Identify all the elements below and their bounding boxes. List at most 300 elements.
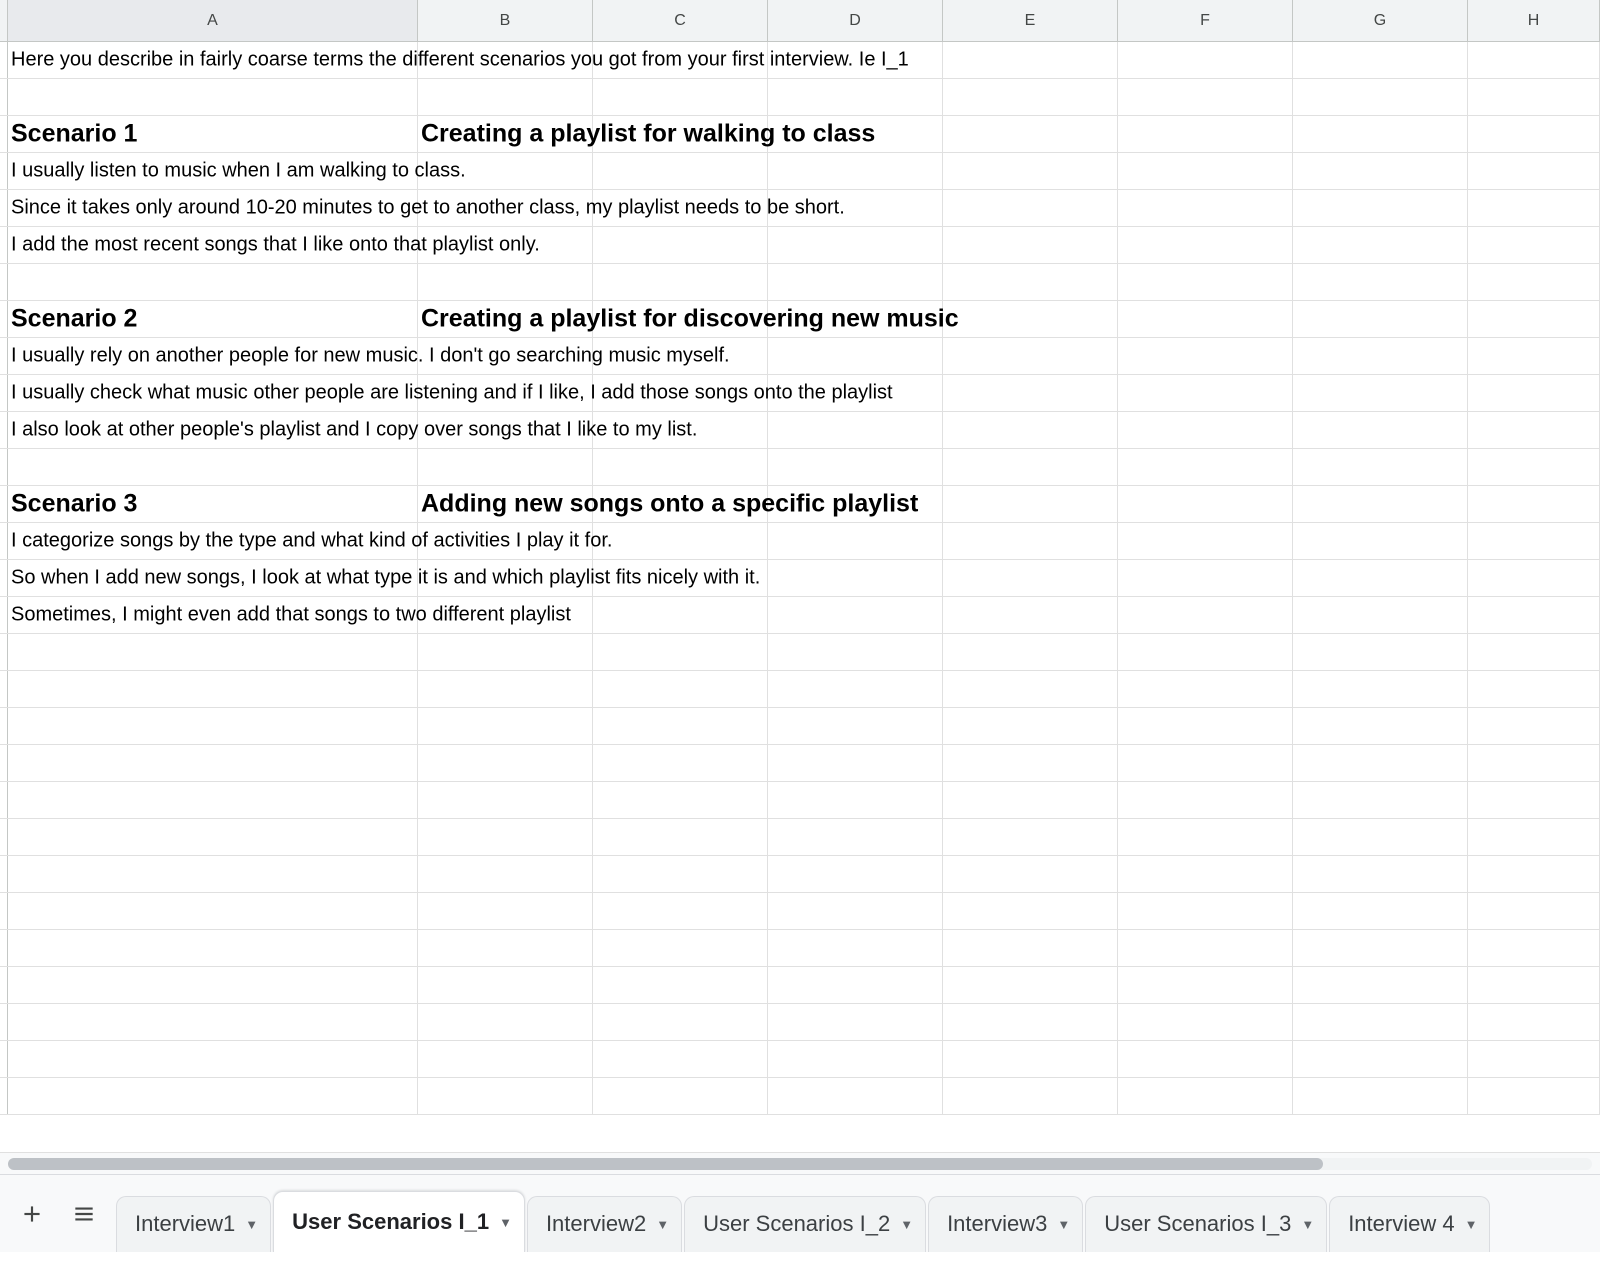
cell-A19[interactable]: [8, 708, 418, 744]
cell-H18[interactable]: [1468, 671, 1600, 707]
cell-H16[interactable]: [1468, 597, 1600, 633]
cell-G21[interactable]: [1293, 782, 1468, 818]
cell-D18[interactable]: [768, 671, 943, 707]
cell-H13[interactable]: [1468, 486, 1600, 522]
column-header-f[interactable]: F: [1118, 0, 1293, 41]
cell-C18[interactable]: [593, 671, 768, 707]
row-header[interactable]: [0, 375, 8, 411]
cell-D27[interactable]: [768, 1004, 943, 1040]
column-header-d[interactable]: D: [768, 0, 943, 41]
row-header[interactable]: [0, 301, 8, 337]
cell-A22[interactable]: [8, 819, 418, 855]
cell-C26[interactable]: [593, 967, 768, 1003]
horizontal-scroll-track[interactable]: [8, 1158, 1592, 1170]
cell-H3[interactable]: [1468, 116, 1600, 152]
chevron-down-icon[interactable]: ▼: [656, 1216, 670, 1232]
cell-B28[interactable]: [418, 1041, 593, 1077]
cell-A18[interactable]: [8, 671, 418, 707]
column-header-b[interactable]: B: [418, 0, 593, 41]
cell-D25[interactable]: [768, 930, 943, 966]
row-header[interactable]: [0, 708, 8, 744]
cell-G9[interactable]: [1293, 338, 1468, 374]
row-header[interactable]: [0, 412, 8, 448]
row-header[interactable]: [0, 893, 8, 929]
cell-B13[interactable]: [418, 486, 919, 522]
cell-C9[interactable]: [593, 338, 768, 374]
cell-E13[interactable]: [943, 486, 1118, 522]
cell-D21[interactable]: [768, 782, 943, 818]
cell-F23[interactable]: [1118, 856, 1293, 892]
cell-D7[interactable]: [768, 264, 943, 300]
cell-E28[interactable]: [943, 1041, 1118, 1077]
cell-B26[interactable]: [418, 967, 593, 1003]
cell-D8[interactable]: [768, 301, 943, 337]
horizontal-scrollbar[interactable]: [0, 1152, 1600, 1174]
cell-E6[interactable]: [943, 227, 1118, 263]
sheet-tab-user-scenarios-i-2[interactable]: [684, 1196, 926, 1252]
cell-E21[interactable]: [943, 782, 1118, 818]
cell-G24[interactable]: [1293, 893, 1468, 929]
cell-H23[interactable]: [1468, 856, 1600, 892]
cell-D29[interactable]: [768, 1078, 943, 1114]
cell-H26[interactable]: [1468, 967, 1600, 1003]
cell-G27[interactable]: [1293, 1004, 1468, 1040]
cell-D12[interactable]: [768, 449, 943, 485]
cell-E27[interactable]: [943, 1004, 1118, 1040]
cell-G12[interactable]: [1293, 449, 1468, 485]
cell-H11[interactable]: [1468, 412, 1600, 448]
cell-B25[interactable]: [418, 930, 593, 966]
column-header-a[interactable]: A: [8, 0, 418, 41]
cell-D5[interactable]: [768, 190, 943, 226]
row-header[interactable]: [0, 1078, 8, 1114]
cell-D3[interactable]: [768, 116, 943, 152]
cell-E9[interactable]: [943, 338, 1118, 374]
cell-B12[interactable]: [418, 449, 593, 485]
cell-C4[interactable]: [593, 153, 768, 189]
cell-B4[interactable]: [418, 153, 593, 189]
cell-F26[interactable]: [1118, 967, 1293, 1003]
cell-F9[interactable]: [1118, 338, 1293, 374]
cell-grid[interactable]: [0, 42, 1600, 1152]
cell-F29[interactable]: [1118, 1078, 1293, 1114]
cell-E17[interactable]: [943, 634, 1118, 670]
cell-G23[interactable]: [1293, 856, 1468, 892]
cell-B9[interactable]: [418, 338, 593, 374]
cell-G25[interactable]: [1293, 930, 1468, 966]
all-sheets-icon[interactable]: [58, 1188, 110, 1240]
cell-E25[interactable]: [943, 930, 1118, 966]
cell-E20[interactable]: [943, 745, 1118, 781]
cell-H10[interactable]: [1468, 375, 1600, 411]
cell-D16[interactable]: [768, 597, 943, 633]
cell-C16[interactable]: [593, 597, 768, 633]
row-header[interactable]: [0, 449, 8, 485]
cell-H21[interactable]: [1468, 782, 1600, 818]
cell-B11[interactable]: [418, 412, 593, 448]
cell-E5[interactable]: [943, 190, 1118, 226]
cell-A10[interactable]: [8, 375, 893, 411]
cell-E15[interactable]: [943, 560, 1118, 596]
cell-A23[interactable]: [8, 856, 418, 892]
cell-E11[interactable]: [943, 412, 1118, 448]
cell-H4[interactable]: [1468, 153, 1600, 189]
row-header[interactable]: [0, 116, 8, 152]
grid-row: [0, 1041, 1600, 1078]
cell-B14[interactable]: [418, 523, 593, 559]
cell-E2[interactable]: [943, 79, 1118, 115]
cell-B24[interactable]: [418, 893, 593, 929]
cell-B29[interactable]: [418, 1078, 593, 1114]
cell-C11[interactable]: [593, 412, 768, 448]
cell-D15[interactable]: [768, 560, 943, 596]
cell-B1[interactable]: [418, 42, 593, 78]
cell-H8[interactable]: [1468, 301, 1600, 337]
cell-H15[interactable]: [1468, 560, 1600, 596]
cell-B20[interactable]: [418, 745, 593, 781]
row-header[interactable]: [0, 856, 8, 892]
cell-A7[interactable]: [8, 264, 418, 300]
row-header[interactable]: [0, 338, 8, 374]
cell-C6[interactable]: [593, 227, 768, 263]
cell-E14[interactable]: [943, 523, 1118, 559]
cell-B10[interactable]: [418, 375, 593, 411]
cell-E29[interactable]: [943, 1078, 1118, 1114]
cell-E26[interactable]: [943, 967, 1118, 1003]
chevron-down-icon[interactable]: ▼: [1057, 1216, 1071, 1232]
cell-D9[interactable]: [768, 338, 943, 374]
cell-D1[interactable]: [768, 42, 943, 78]
cell-C17[interactable]: [593, 634, 768, 670]
cell-F12[interactable]: [1118, 449, 1293, 485]
cell-H6[interactable]: [1468, 227, 1600, 263]
cell-D11[interactable]: [768, 412, 943, 448]
cell-A6[interactable]: [8, 227, 540, 263]
cell-B22[interactable]: [418, 819, 593, 855]
cell-F4[interactable]: [1118, 153, 1293, 189]
cell-A1[interactable]: [8, 42, 909, 78]
row-header[interactable]: [0, 486, 8, 522]
cell-F13[interactable]: [1118, 486, 1293, 522]
cell-D19[interactable]: [768, 708, 943, 744]
grid-row: [0, 782, 1600, 819]
cell-C22[interactable]: [593, 819, 768, 855]
cell-A20[interactable]: [8, 745, 418, 781]
cell-G26[interactable]: [1293, 967, 1468, 1003]
cell-E18[interactable]: [943, 671, 1118, 707]
cell-C27[interactable]: [593, 1004, 768, 1040]
cell-D17[interactable]: [768, 634, 943, 670]
cell-D4[interactable]: [768, 153, 943, 189]
cell-D20[interactable]: [768, 745, 943, 781]
row-header[interactable]: [0, 560, 8, 596]
cell-G4[interactable]: [1293, 153, 1468, 189]
cell-B23[interactable]: [418, 856, 593, 892]
cell-A27[interactable]: [8, 1004, 418, 1040]
column-header-c[interactable]: C: [593, 0, 768, 41]
cell-F21[interactable]: [1118, 782, 1293, 818]
cell-A29[interactable]: [8, 1078, 418, 1114]
row-header[interactable]: [0, 153, 8, 189]
cell-E1[interactable]: [943, 42, 1118, 78]
cell-D22[interactable]: [768, 819, 943, 855]
cell-F28[interactable]: [1118, 1041, 1293, 1077]
cell-E23[interactable]: [943, 856, 1118, 892]
cell-H2[interactable]: [1468, 79, 1600, 115]
cell-G13[interactable]: [1293, 486, 1468, 522]
cell-H1[interactable]: [1468, 42, 1600, 78]
cell-H5[interactable]: [1468, 190, 1600, 226]
horizontal-scroll-thumb[interactable]: [8, 1158, 1323, 1170]
cell-F2[interactable]: [1118, 79, 1293, 115]
cell-G6[interactable]: [1293, 227, 1468, 263]
grid-row: [0, 116, 1600, 153]
cell-G2[interactable]: [1293, 79, 1468, 115]
sheet-tab-interview3[interactable]: [928, 1196, 1083, 1252]
cell-A8[interactable]: [8, 301, 418, 337]
row-header[interactable]: [0, 1041, 8, 1077]
grid-row: [0, 1004, 1600, 1041]
cell-F24[interactable]: [1118, 893, 1293, 929]
cell-D26[interactable]: [768, 967, 943, 1003]
row-header[interactable]: [0, 819, 8, 855]
grid-row: [0, 1078, 1600, 1115]
sheet-tab-interview1[interactable]: [116, 1196, 271, 1252]
cell-F20[interactable]: [1118, 745, 1293, 781]
cell-G5[interactable]: [1293, 190, 1468, 226]
cell-H20[interactable]: [1468, 745, 1600, 781]
cell-G20[interactable]: [1293, 745, 1468, 781]
cell-H19[interactable]: [1468, 708, 1600, 744]
cell-C10[interactable]: [593, 375, 768, 411]
sheet-tab-interview-4[interactable]: [1329, 1196, 1490, 1252]
cell-D10[interactable]: [768, 375, 943, 411]
cell-H29[interactable]: [1468, 1078, 1600, 1114]
cell-F17[interactable]: [1118, 634, 1293, 670]
cell-D23[interactable]: [768, 856, 943, 892]
row-header[interactable]: [0, 523, 8, 559]
grid-row: [0, 597, 1600, 634]
cell-B3[interactable]: [418, 116, 876, 152]
cell-A28[interactable]: [8, 1041, 418, 1077]
cell-D6[interactable]: [768, 227, 943, 263]
cell-C5[interactable]: [593, 190, 768, 226]
cell-G3[interactable]: [1293, 116, 1468, 152]
cell-C7[interactable]: [593, 264, 768, 300]
cell-G8[interactable]: [1293, 301, 1468, 337]
cell-C23[interactable]: [593, 856, 768, 892]
chevron-down-icon[interactable]: ▼: [245, 1216, 259, 1232]
add-sheet-button[interactable]: [6, 1188, 58, 1240]
cell-A16[interactable]: [8, 597, 571, 633]
cell-C25[interactable]: [593, 930, 768, 966]
cell-F18[interactable]: [1118, 671, 1293, 707]
sheet-tabs[interactable]: [116, 1175, 1492, 1252]
cell-B27[interactable]: [418, 1004, 593, 1040]
cell-H24[interactable]: [1468, 893, 1600, 929]
cell-G18[interactable]: [1293, 671, 1468, 707]
cell-H14[interactable]: [1468, 523, 1600, 559]
row-header[interactable]: [0, 42, 8, 78]
cell-H25[interactable]: [1468, 930, 1600, 966]
sheet-tab-user-scenarios-i-1[interactable]: [273, 1191, 525, 1253]
cell-C28[interactable]: [593, 1041, 768, 1077]
cell-F15[interactable]: [1118, 560, 1293, 596]
column-header-h[interactable]: H: [1468, 0, 1600, 41]
cell-E24[interactable]: [943, 893, 1118, 929]
row-header[interactable]: [0, 967, 8, 1003]
sheet-tab-user-scenarios-i-3[interactable]: [1085, 1196, 1327, 1252]
cell-A2[interactable]: [8, 79, 418, 115]
cell-H9[interactable]: [1468, 338, 1600, 374]
row-header[interactable]: [0, 227, 8, 263]
chevron-down-icon[interactable]: ▼: [1464, 1216, 1478, 1232]
row-header[interactable]: [0, 79, 8, 115]
cell-B21[interactable]: [418, 782, 593, 818]
cell-H12[interactable]: [1468, 449, 1600, 485]
cell-A26[interactable]: [8, 967, 418, 1003]
chevron-down-icon[interactable]: ▼: [1301, 1216, 1315, 1232]
cell-C29[interactable]: [593, 1078, 768, 1114]
cell-G11[interactable]: [1293, 412, 1468, 448]
cell-A25[interactable]: [8, 930, 418, 966]
cell-F16[interactable]: [1118, 597, 1293, 633]
sheet-tab-label: Interview1: [135, 1211, 236, 1236]
cell-F14[interactable]: [1118, 523, 1293, 559]
cell-F27[interactable]: [1118, 1004, 1293, 1040]
sheet-tab-interview2[interactable]: [527, 1196, 682, 1252]
cell-E10[interactable]: [943, 375, 1118, 411]
cell-B17[interactable]: [418, 634, 593, 670]
cell-C15[interactable]: [593, 560, 768, 596]
cell-F7[interactable]: [1118, 264, 1293, 300]
cell-A5[interactable]: [8, 190, 845, 226]
cell-H27[interactable]: [1468, 1004, 1600, 1040]
cell-D28[interactable]: [768, 1041, 943, 1077]
cell-A4[interactable]: [8, 153, 466, 189]
cell-A11[interactable]: [8, 412, 698, 448]
row-header[interactable]: [0, 264, 8, 300]
cell-C3[interactable]: [593, 116, 768, 152]
cell-A13[interactable]: [8, 486, 418, 522]
cell-G29[interactable]: [1293, 1078, 1468, 1114]
cell-H7[interactable]: [1468, 264, 1600, 300]
cell-G15[interactable]: [1293, 560, 1468, 596]
cell-F19[interactable]: [1118, 708, 1293, 744]
cell-text: I usually listen to music when I am walking to class.: [11, 159, 466, 182]
cell-B18[interactable]: [418, 671, 593, 707]
cell-D14[interactable]: [768, 523, 943, 559]
cell-G14[interactable]: [1293, 523, 1468, 559]
cell-G28[interactable]: [1293, 1041, 1468, 1077]
cell-C2[interactable]: [593, 79, 768, 115]
cell-G17[interactable]: [1293, 634, 1468, 670]
cell-E16[interactable]: [943, 597, 1118, 633]
cell-H28[interactable]: [1468, 1041, 1600, 1077]
cell-B19[interactable]: [418, 708, 593, 744]
cell-F3[interactable]: [1118, 116, 1293, 152]
row-header[interactable]: [0, 671, 8, 707]
cell-G22[interactable]: [1293, 819, 1468, 855]
cell-G10[interactable]: [1293, 375, 1468, 411]
cell-G19[interactable]: [1293, 708, 1468, 744]
cell-C1[interactable]: [593, 42, 768, 78]
cell-C19[interactable]: [593, 708, 768, 744]
cell-F10[interactable]: [1118, 375, 1293, 411]
cell-D2[interactable]: [768, 79, 943, 115]
cell-F22[interactable]: [1118, 819, 1293, 855]
column-header-g[interactable]: G: [1293, 0, 1468, 41]
cell-E8[interactable]: [943, 301, 1118, 337]
cell-C8[interactable]: [593, 301, 768, 337]
cell-D13[interactable]: [768, 486, 943, 522]
cell-C21[interactable]: [593, 782, 768, 818]
cell-E19[interactable]: [943, 708, 1118, 744]
cell-B7[interactable]: [418, 264, 593, 300]
cell-A3[interactable]: [8, 116, 418, 152]
cell-E12[interactable]: [943, 449, 1118, 485]
cell-F8[interactable]: [1118, 301, 1293, 337]
select-all-corner[interactable]: [0, 0, 8, 41]
column-header-e[interactable]: E: [943, 0, 1118, 41]
cell-G16[interactable]: [1293, 597, 1468, 633]
cell-B6[interactable]: [418, 227, 593, 263]
cell-A9[interactable]: [8, 338, 730, 374]
cell-A24[interactable]: [8, 893, 418, 929]
cell-F25[interactable]: [1118, 930, 1293, 966]
cell-A14[interactable]: [8, 523, 613, 559]
row-header[interactable]: [0, 597, 8, 633]
cell-B5[interactable]: [418, 190, 593, 226]
chevron-down-icon[interactable]: ▼: [499, 1214, 512, 1230]
cell-H22[interactable]: [1468, 819, 1600, 855]
row-header[interactable]: [0, 782, 8, 818]
cell-F5[interactable]: [1118, 190, 1293, 226]
cell-C12[interactable]: [593, 449, 768, 485]
cell-A21[interactable]: [8, 782, 418, 818]
cell-F1[interactable]: [1118, 42, 1293, 78]
cell-H17[interactable]: [1468, 634, 1600, 670]
cell-F6[interactable]: [1118, 227, 1293, 263]
cell-B15[interactable]: [418, 560, 593, 596]
cell-F11[interactable]: [1118, 412, 1293, 448]
row-header[interactable]: [0, 1004, 8, 1040]
cell-G1[interactable]: [1293, 42, 1468, 78]
cell-G7[interactable]: [1293, 264, 1468, 300]
cell-C24[interactable]: [593, 893, 768, 929]
cell-B16[interactable]: [418, 597, 593, 633]
cell-E3[interactable]: [943, 116, 1118, 152]
cell-E22[interactable]: [943, 819, 1118, 855]
grid-row: [0, 375, 1600, 412]
cell-A17[interactable]: [8, 634, 418, 670]
cell-C13[interactable]: [593, 486, 768, 522]
cell-B8[interactable]: [418, 301, 959, 337]
cell-E7[interactable]: [943, 264, 1118, 300]
cell-A15[interactable]: [8, 560, 761, 596]
chevron-down-icon[interactable]: ▼: [900, 1216, 914, 1232]
row-header[interactable]: [0, 634, 8, 670]
cell-D24[interactable]: [768, 893, 943, 929]
cell-B2[interactable]: [418, 79, 593, 115]
row-header[interactable]: [0, 190, 8, 226]
row-header[interactable]: [0, 930, 8, 966]
cell-E4[interactable]: [943, 153, 1118, 189]
cell-C20[interactable]: [593, 745, 768, 781]
row-header[interactable]: [0, 745, 8, 781]
cell-C14[interactable]: [593, 523, 768, 559]
cell-A12[interactable]: [8, 449, 418, 485]
